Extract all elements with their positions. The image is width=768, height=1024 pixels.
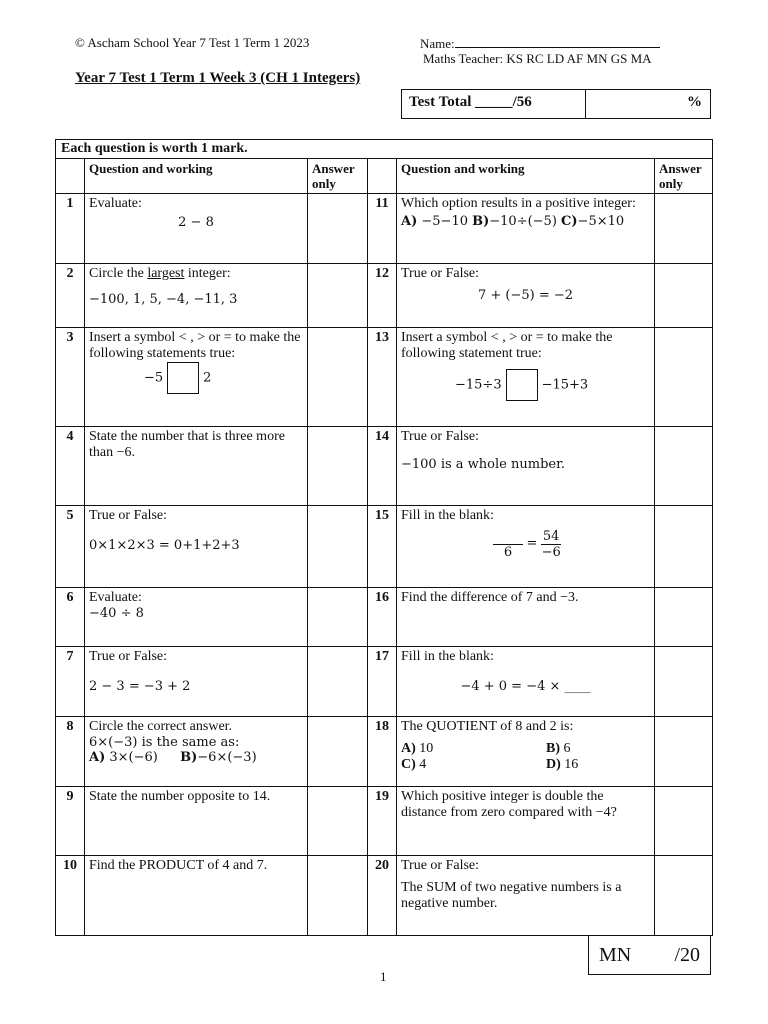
table-row: [56, 506, 713, 588]
numerator-right: 54: [542, 528, 560, 544]
question-number: 19: [368, 787, 397, 856]
question-11: [397, 194, 655, 264]
question-13: [397, 328, 655, 427]
table-row: [56, 856, 713, 936]
question-text: The QUOTIENT of 8 and 2 is:: [401, 719, 574, 734]
table-row: [56, 427, 713, 506]
table-row: [56, 588, 713, 647]
answer-cell-19[interactable]: [655, 787, 713, 856]
answer-cell-8[interactable]: [308, 717, 368, 787]
question-15: [397, 506, 655, 588]
marks-banner: Each question is worth 1 mark.: [56, 140, 713, 159]
question-text-post: integer:: [184, 266, 231, 281]
option-a: 3×(−6): [105, 750, 158, 765]
question-2: [85, 264, 308, 328]
answer-cell-10[interactable]: [308, 856, 368, 936]
answer-cell-13[interactable]: [655, 328, 713, 427]
name-field[interactable]: [420, 35, 660, 52]
question-text: Circle the correct answer.: [89, 719, 233, 734]
question-math: −40 ÷ 8: [89, 606, 144, 621]
question-math: −100, 1, 5, −4, −11, 3: [89, 292, 238, 307]
answer-cell-16[interactable]: [655, 588, 713, 647]
question-text: Insert a symbol < , > or = to make the following statements true:: [89, 330, 301, 361]
math-left: −15÷3: [455, 377, 502, 393]
table-row: [56, 787, 713, 856]
symbol-box[interactable]: [167, 362, 199, 394]
question-text: Evaluate:: [89, 590, 142, 605]
question-text: True or False:: [401, 429, 480, 444]
question-text: Find the difference of 7 and −3.: [401, 590, 579, 605]
question-math: −4 + 0 = −4 × ____: [460, 679, 591, 694]
question-text: [89, 266, 303, 282]
blank-numerator[interactable]: [493, 528, 523, 545]
page-number: 1: [380, 969, 387, 984]
math-right: 2: [203, 370, 212, 386]
score-box: [588, 935, 711, 975]
question-number: 3: [56, 328, 85, 427]
option-a: −5−10: [417, 214, 473, 229]
question-math: [493, 528, 650, 560]
question-4: [85, 427, 308, 506]
math-left: −5: [144, 370, 164, 386]
score-initials: MN: [599, 943, 632, 966]
test-total-label: Test Total _____/56: [402, 90, 586, 118]
question-5: [85, 506, 308, 588]
question-math: 2 − 8: [178, 215, 214, 230]
option-a-value: 10: [415, 741, 434, 756]
option-b: −6×(−3): [197, 750, 257, 765]
question-text: Which option results in a positive integer:: [401, 196, 636, 211]
answer-cell-6[interactable]: [308, 588, 368, 647]
question-text: True or False:: [89, 649, 168, 664]
question-math: [455, 369, 650, 401]
header-answer-left: Answer only: [308, 159, 368, 194]
question-text: Insert a symbol < , > or = to make the following statement true:: [401, 330, 613, 361]
question-17: [397, 647, 655, 717]
question-number: 16: [368, 588, 397, 647]
question-6: [85, 588, 308, 647]
answer-cell-7[interactable]: [308, 647, 368, 717]
questions-table: [55, 139, 713, 936]
answer-cell-5[interactable]: [308, 506, 368, 588]
question-20: [397, 856, 655, 936]
question-9: [85, 787, 308, 856]
option-b-value: 6: [560, 741, 571, 756]
question-number: 6: [56, 588, 85, 647]
question-10: [85, 856, 308, 936]
question-text: Fill in the blank:: [401, 508, 494, 523]
table-row: [56, 194, 713, 264]
option-c-label: C): [401, 757, 416, 772]
score-total: /20: [674, 943, 700, 966]
option-c-value: 4: [415, 757, 427, 772]
question-number: 8: [56, 717, 85, 787]
question-19: [397, 787, 655, 856]
question-12: [397, 264, 655, 328]
option-a-label: A): [401, 214, 418, 229]
table-row: [56, 717, 713, 787]
table-row: [56, 328, 713, 427]
header-question-left: Question and working: [85, 159, 308, 194]
question-text: Which positive integer is double the distance from zero compared with −4?: [401, 789, 617, 820]
option-d: [546, 757, 631, 773]
option-b: −10÷(−5): [489, 214, 562, 229]
answer-cell-20[interactable]: [655, 856, 713, 936]
question-math: 6×(−3) is the same as:: [89, 735, 240, 750]
answer-cell-1[interactable]: [308, 194, 368, 264]
denominator-right: −6: [541, 544, 561, 560]
question-number: 11: [368, 194, 397, 264]
question-statement: The SUM of two negative numbers is a negative number.: [401, 880, 622, 911]
question-math: 7 + (−5) = −2: [477, 288, 574, 303]
header-num-right: [368, 159, 397, 194]
options-row-1: [401, 741, 631, 757]
question-number: 18: [368, 717, 397, 787]
option-b-label: B): [180, 750, 198, 765]
question-14: [397, 427, 655, 506]
question-number: 14: [368, 427, 397, 506]
option-a-label: A): [401, 741, 416, 756]
question-number: 12: [368, 264, 397, 328]
question-math: 0×1×2×3 = 0+1+2+3: [89, 538, 240, 553]
question-text: True or False:: [401, 858, 480, 873]
question-3: [85, 328, 308, 427]
question-math: −100 is a whole number.: [401, 457, 565, 472]
question-text: Evaluate:: [89, 196, 142, 211]
answer-cell-9[interactable]: [308, 787, 368, 856]
question-text: Find the PRODUCT of 4 and 7.: [89, 858, 268, 873]
question-number: 17: [368, 647, 397, 717]
question-options: [401, 214, 650, 229]
table-row: [56, 264, 713, 328]
equals-sign: =: [526, 536, 538, 552]
copyright-line: © Ascham School Year 7 Test 1 Term 1 2023: [75, 35, 310, 50]
option-b: [546, 741, 631, 757]
answer-cell-4[interactable]: [308, 427, 368, 506]
question-number: 10: [56, 856, 85, 936]
answer-cell-15[interactable]: [655, 506, 713, 588]
name-blank[interactable]: [455, 35, 660, 48]
question-1: [85, 194, 308, 264]
symbol-box[interactable]: [506, 369, 538, 401]
option-a-label: A): [89, 750, 106, 765]
test-total-box: [401, 89, 711, 119]
answer-cell-3[interactable]: [308, 328, 368, 427]
question-7: [85, 647, 308, 717]
fraction-left: [493, 528, 523, 560]
option-c-label: C): [561, 214, 578, 229]
question-number: 20: [368, 856, 397, 936]
question-18: [397, 717, 655, 787]
question-math: [144, 362, 303, 394]
question-text: State the number opposite to 14.: [89, 789, 271, 804]
option-b-label: B): [546, 741, 560, 756]
denominator-left: 6: [503, 545, 513, 560]
question-number: 2: [56, 264, 85, 328]
question-math: 2 − 3 = −3 + 2: [89, 679, 191, 694]
teacher-line: Maths Teacher: KS RC LD AF MN GS MA: [423, 51, 652, 66]
question-text-pre: Circle the: [89, 266, 148, 281]
option-a: [401, 741, 433, 757]
question-number: 13: [368, 328, 397, 427]
answer-cell-14[interactable]: [655, 427, 713, 506]
options-row-2: [401, 757, 631, 773]
question-number: 9: [56, 787, 85, 856]
option-d-value: 16: [560, 757, 579, 772]
math-right: −15+3: [541, 377, 589, 393]
header-answer-right: Answer only: [655, 159, 713, 194]
answer-cell-17[interactable]: [655, 647, 713, 717]
answer-cell-18[interactable]: [655, 717, 713, 787]
question-number: 1: [56, 194, 85, 264]
header-num-left: [56, 159, 85, 194]
percent-label: %: [687, 94, 702, 110]
question-text: True or False:: [89, 508, 168, 523]
fraction-right: [541, 529, 562, 560]
option-c: [401, 757, 426, 773]
question-number: 7: [56, 647, 85, 717]
answer-cell-11[interactable]: [655, 194, 713, 264]
question-text: State the number that is three more than −6.: [89, 429, 285, 460]
name-label: Name:: [420, 36, 455, 51]
question-8: [85, 717, 308, 787]
question-number: 15: [368, 506, 397, 588]
table-row: [56, 647, 713, 717]
option-d-label: D): [546, 757, 561, 772]
answer-cell-2[interactable]: [308, 264, 368, 328]
question-options: [89, 750, 303, 765]
question-number: 4: [56, 427, 85, 506]
question-text-underlined: largest: [147, 266, 185, 281]
answer-cell-12[interactable]: [655, 264, 713, 328]
option-c: −5×10: [577, 214, 625, 229]
question-text: True or False:: [401, 266, 480, 281]
option-b-label: B): [472, 214, 490, 229]
test-title: Year 7 Test 1 Term 1 Week 3 (CH 1 Integers): [75, 70, 361, 86]
question-16: [397, 588, 655, 647]
question-number: 5: [56, 506, 85, 588]
header-question-right: Question and working: [397, 159, 655, 194]
question-text: Fill in the blank:: [401, 649, 494, 664]
